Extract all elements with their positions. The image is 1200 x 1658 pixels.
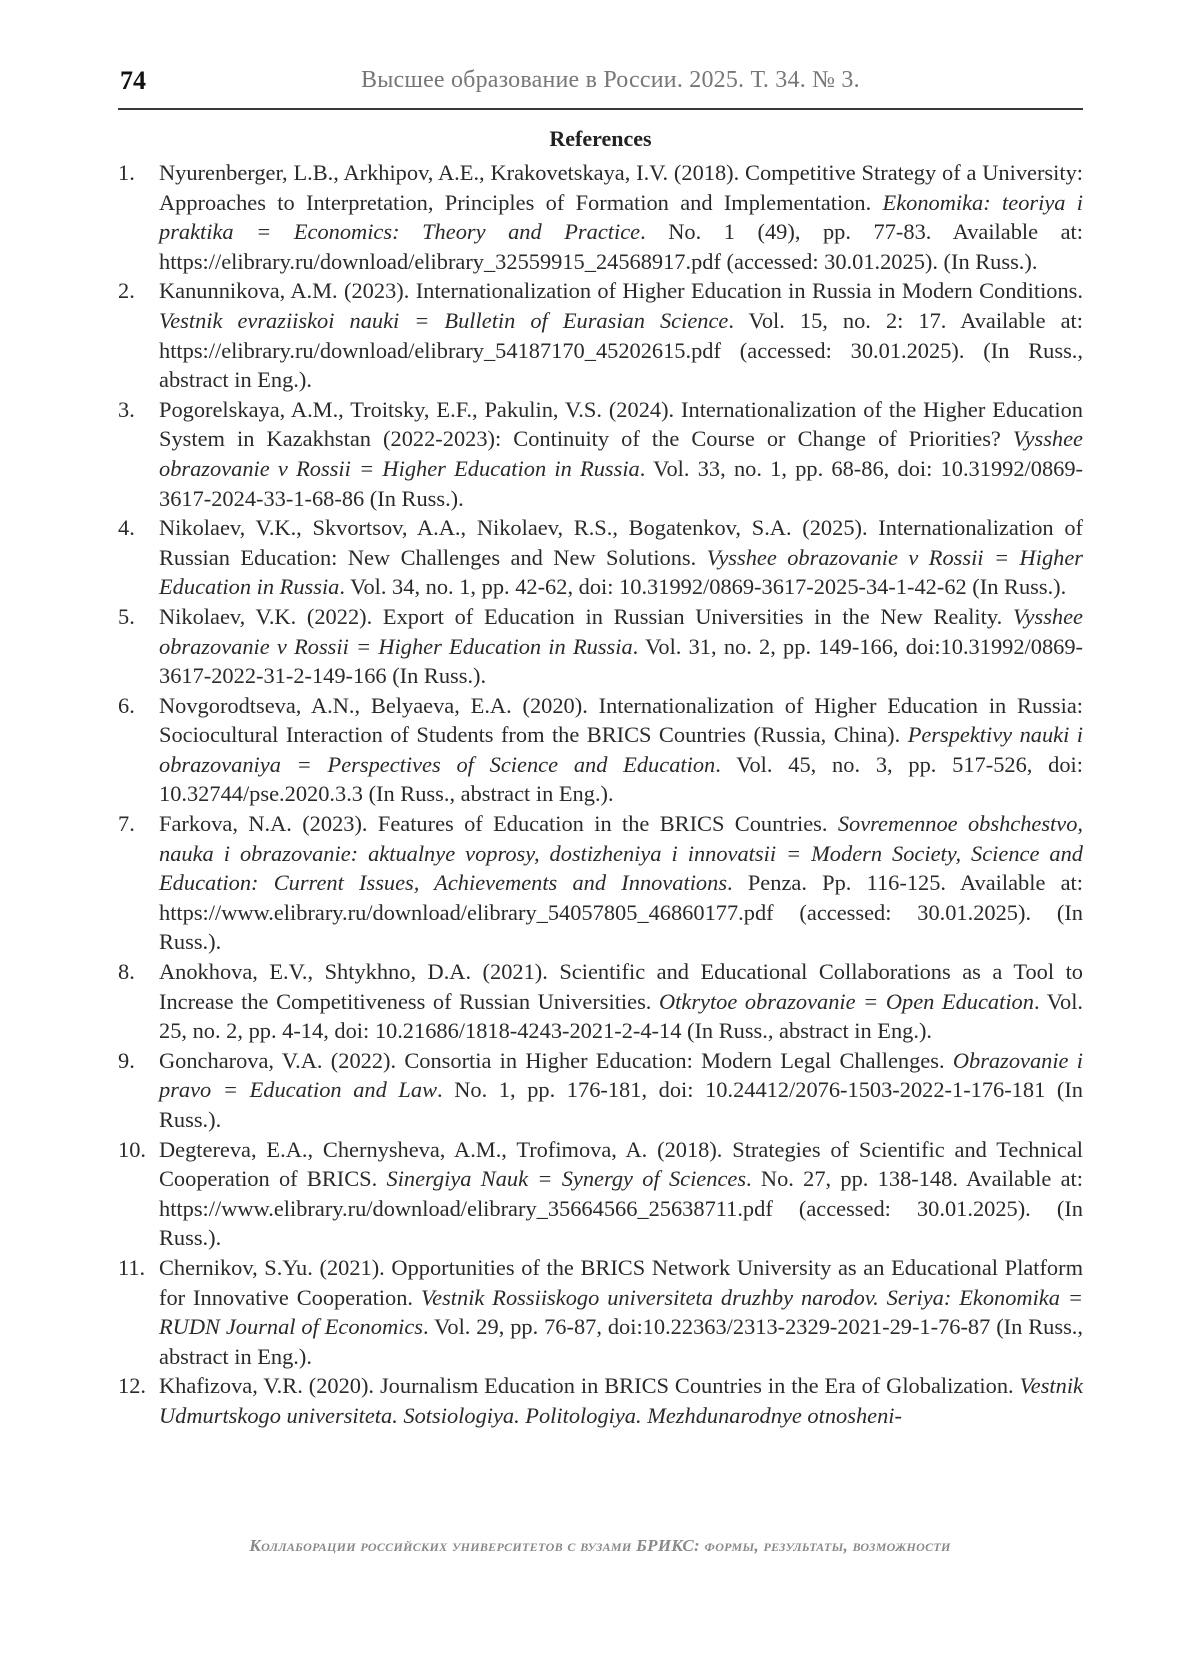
journal-title: Высшее образование в России. 2025. Т. 34. № 3. [361, 67, 860, 93]
reference-item [118, 1253, 1083, 1371]
reference-item [118, 957, 1083, 1046]
reference-source: Vysshee obrazovanie v Rossii = Higher Education in Russia [159, 426, 1083, 481]
reference-number: 9. [118, 1047, 135, 1073]
reference-source: Vestnik Rossiiskogo universiteta druzhby narodov. Seriya: Ekonomika = RUDN Journal of Economics [159, 1284, 1083, 1340]
reference-number: 6. [118, 692, 135, 718]
reference-number: 3. [118, 396, 135, 422]
reference-details: . Vol. 34, no. 1, pp. 42-62, doi: 10.31992/0869-3617-2025-34-1-42-62 (In Russ.). [339, 574, 1067, 600]
reference-number: 8. [118, 959, 135, 985]
reference-item [118, 602, 1083, 691]
reference-item [118, 1046, 1083, 1135]
section-title: References [549, 126, 652, 151]
reference-item [118, 691, 1083, 809]
reference-number: 4. [118, 515, 135, 541]
reference-source: Vysshee obrazovanie v Rossii = Higher Education in Russia [159, 603, 1083, 659]
reference-source: Obrazovanie i pravo = Education and Law [159, 1047, 1083, 1103]
reference-number: 5. [118, 603, 135, 629]
reference-details: . No. 27, pp. 138-148. Available at: https://www.elibrary.ru/download/elibrary_35664566_25638711.pdf (accessed: 30.01.2025). (In Russ.). [159, 1166, 1083, 1251]
reference-number: 11. [118, 1254, 146, 1280]
running-footer: Коллаборации российских университетов с вузами БРИКС: формы, результаты, возможности [249, 1536, 951, 1555]
reference-details: . Vol. 31, no. 2, pp. 149-166, doi:10.31992/0869-3617-2022-31-2-149-166 (In Russ.). [159, 633, 1083, 689]
reference-source: Perspektivy nauki i obrazovaniya = Perspectives of Science and Education [159, 722, 1083, 777]
reference-details: . Vol. 33, no. 1, pp. 68-86, doi: 10.31992/0869-3617-2024-33-1-68-86 (In Russ.). [159, 455, 1083, 511]
reference-details: . Vol. 45, no. 3, pp. 517-526, doi: 10.32744/pse.2020.3.3 (In Russ., abstract in Eng.). [159, 751, 1083, 807]
reference-details: . Vol. 25, no. 2, pp. 4-14, doi: 10.21686/1818-4243-2021-2-4-14 (In Russ., abstract in Eng.). [159, 988, 1084, 1044]
reference-text: Nikolaev, V.K., Skvortsov, A.A., Nikolaev, R.S., Bogatenkov, S.A. (2025). Internationalization of Russian Education: New Challenges and New Solutions. [159, 515, 1083, 570]
reference-source: Vestnik Udmurtskogo universiteta. Sotsiologiya. Politologiya. Mezhdunarodnye otnosheni- [159, 1373, 1083, 1428]
reference-text: Anokhova, E.V., Shtykhno, D.A. (2021). Scientific and Educational Collaborations as a Tool to Increase the Competitiveness of Russian Universities. [159, 959, 1083, 1014]
reference-details: . Penza. Pp. 116-125. Available at: https://www.elibrary.ru/download/elibrary_54057805_46860177.pdf (accessed: 30.01.2025). (In Russ.). [159, 870, 1083, 955]
reference-text: Chernikov, S.Yu. (2021). Opportunities of the BRICS Network University as an Educational Platform for Innovative Cooperation. [159, 1254, 1083, 1310]
reference-item [118, 276, 1083, 394]
reference-text: Kanunnikova, A.M. (2023). Internationalization of Higher Education in Russia in Modern Conditions. [159, 278, 1083, 304]
reference-details: . Vol. 15, no. 2: 17. Available at: https://elibrary.ru/download/elibrary_54187170_45202615.pdf (accessed: 30.01.2025). (In Russ., abstract in Eng.). [159, 307, 1083, 393]
reference-source: Sovremennoe obshchestvo, nauka i obrazovanie: aktualnye voprosy, dostizheniya i innovatsii = Modern Society, Science and Education: Current Issues, Achievements and Innovations [159, 811, 1084, 896]
reference-details: . No. 1, pp. 176-181, doi: 10.24412/2076-1503-2022-1-176-181 (In Russ.). [159, 1077, 1083, 1132]
reference-details: . No. 1 (49), pp. 77-83. Available at: https://elibrary.ru/download/elibrary_32559915_24568917.pdf (accessed: 30.01.2025). (In Russ.). [159, 219, 1084, 274]
reference-source: Ekonomika: teoriya i praktika = Economics: Theory and Practice [159, 189, 1083, 245]
reference-text: Nyurenberger, L.B., Arkhipov, A.E., Krakovetskaya, I.V. (2018). Competitive Strategy of a University: Approaches to Interpretation, Principles of Formation and Implementation. [159, 160, 1083, 215]
reference-text: Goncharova, V.A. (2022). Consortia in Higher Education: Modern Legal Challenges. [159, 1047, 953, 1073]
reference-source: Vysshee obrazovanie v Rossii = Higher Education in Russia [159, 544, 1083, 600]
reference-number: 10. [118, 1136, 146, 1162]
reference-text: Pogorelskaya, A.M., Troitsky, E.F., Pakulin, V.S. (2024). Internationalization of the Higher Education System in Kazakhstan (2022-2023): Continuity of the Course or Change of Priorities? [159, 396, 1083, 452]
reference-source: Vestnik evraziiskoi nauki = Bulletin of Eurasian Science [159, 307, 729, 333]
reference-item [118, 809, 1083, 957]
reference-details: . Vol. 29, pp. 76-87, doi:10.22363/2313-2329-2021-29-1-76-87 (In Russ., abstract in Eng.). [159, 1314, 1083, 1369]
reference-item [118, 158, 1083, 276]
reference-text: Degtereva, E.A., Chernysheva, A.M., Trofimova, A. (2018). Strategies of Scientific and Technical Cooperation of BRICS. [159, 1136, 1083, 1192]
reference-number: 7. [118, 811, 135, 837]
reference-list [118, 158, 1083, 1431]
reference-number: 1. [118, 160, 135, 185]
reference-number: 2. [118, 278, 135, 304]
reference-item [118, 395, 1083, 513]
reference-number: 12. [118, 1373, 146, 1399]
reference-item [118, 513, 1083, 602]
reference-source: Sinergiya Nauk = Synergy of Sciences [386, 1166, 747, 1192]
reference-item [118, 1371, 1083, 1430]
reference-text: Farkova, N.A. (2023). Features of Education in the BRICS Countries. [159, 811, 838, 837]
reference-text: Nikolaev, V.K. (2022). Export of Education in Russian Universities in the New Reality. [159, 603, 1013, 629]
reference-item [118, 1135, 1083, 1253]
reference-text: Novgorodtseva, A.N., Belyaeva, E.A. (2020). Internationalization of Higher Education in Russia: Sociocultural Interaction of Students from the BRICS Countries (Russia, China). [159, 692, 1083, 748]
page-header [118, 58, 1083, 110]
reference-text: Khafizova, V.R. (2020). Journalism Education in BRICS Countries in the Era of Globalization. [159, 1373, 1020, 1399]
page-number: 74 [120, 66, 146, 95]
reference-source: Otkrytoe obrazovanie = Open Education [658, 988, 1034, 1014]
